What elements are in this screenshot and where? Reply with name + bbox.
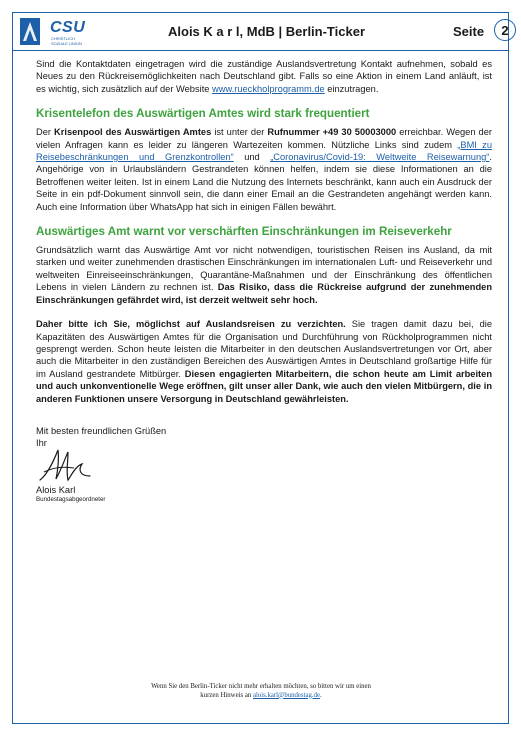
intro-text: Sind die Kontaktdaten eingetragen wird die zuständige Auslandsvertretung Kontakt aufnehmen, sobald es Neues zu den Rückreisemöglichkeiten nach Deutschland gibt. Falls so eine Aktion in einem Land anläuft, ist es wichtig, sich zusätzlich auf der Website	[36, 59, 492, 94]
bmi-link[interactable]: „BMI zu Reisebeschränkungen und Grenzkontrollen“	[36, 139, 492, 163]
krisentelefon-paragraph	[36, 126, 492, 213]
page-label: Seite	[453, 24, 485, 39]
text: und	[233, 152, 271, 163]
closing-paragraph	[36, 318, 492, 405]
text: Sie tragen damit dazu bei, die Kapazitäten des Auswärtigen Amtes für die Organisation und Durchführung von Rückholprogrammen nicht gesprengt werden. Schon heute leisten die Mitarbeiter in den deutschen Auslandsvertretungen vor Ort, aber auch die Mitarbeiter in den zuständigen Bereichen des Auswärtigen Amtes in Deutschland großartige Hilfe für im Ausland gestrandete Mitbürger.	[36, 319, 492, 379]
footer-note	[130, 683, 392, 700]
rueckholprogramm-link[interactable]: www.rueckholprogramm.de	[212, 83, 325, 94]
page-number-badge: 2	[494, 19, 516, 41]
intro-paragraph	[36, 58, 492, 95]
logo-tagline: CHRISTLICH SOZIALE UNION	[51, 36, 82, 46]
text: Grundsätzlich warnt das Auswärtige Amt vor nicht notwendigen, touristischen Reisen ins Ausland, da mit starken und weiter zunehmenden drastischen Einschränkungen im internationalen Luft- und Reiseverkehr und weltweiten Einreiseeinschränkungen, Quarantäne-Maßnahmen und der Einschränkung des öffentlichen Lebens in vielen Ländern zu rechnen ist.	[36, 245, 492, 293]
csu-logo-mark-icon	[20, 18, 40, 45]
text: ist unter der	[211, 127, 268, 138]
text: kurzen Hinweis an	[200, 691, 253, 699]
footer-line-1: Wenn Sie den Berlin-Ticker nicht mehr erhalten möchten, so bitten wir um einen	[151, 683, 371, 690]
text: Der	[36, 127, 55, 138]
header-divider	[13, 50, 508, 51]
signer-name: Alois Karl	[36, 485, 76, 495]
page-header	[13, 13, 508, 51]
bold-text: Das Risiko, dass die Rückreise aufgrund der zunehmenden Einschränkungen gefährdet wird, ist derzeit weltweit sehr hoch.	[36, 282, 492, 305]
text: . Angehörige von in Urlaubsländern Gestrandeten können helfen, indem sie diese Informationen an die Betroffenen weiter leiten. Ist in einem Land die Nutzung des Internets beschränkt, kann auch ein Ausdruck der Seite in ein pdf-Dokument sinnvoll sein, die dann einer Email an die Gestrandeten angehängt werden kann. Auch eine Information über WhatsApp hat sich in einigen Fällen bewährt.	[36, 152, 492, 212]
page-title: Alois K a r l, MdB | Berlin-Ticker	[168, 24, 365, 39]
bold-text: Krisenpool des Auswärtigen Amtes	[54, 127, 212, 138]
handwritten-signature-icon	[38, 446, 93, 484]
reisewarnung-link[interactable]: „Coronavirus/Covid-19: Weltweite Reisewarnung“	[270, 152, 490, 163]
text: .	[320, 691, 322, 699]
bold-text: Daher bitte ich Sie, möglichst auf Auslandsreisen zu verzichten.	[36, 319, 346, 330]
signer-role: Bundestagsabgeordneter	[36, 496, 106, 503]
csu-logo	[20, 17, 92, 47]
phone-number: Rufnummer +49 30 50003000	[267, 127, 397, 138]
logo-text: CSU	[50, 19, 86, 36]
intro-text-end: einzutragen.	[324, 83, 379, 94]
section-heading-krisentelefon: Krisentelefon des Auswärtigen Amtes wird stark frequentiert	[36, 107, 370, 121]
text: erreichbar. Wegen der vielen Anfragen kann es leider zu längeren Wartezeiten kommen. Nützliche Links sind zudem	[36, 127, 492, 150]
ihr-text: Ihr	[36, 438, 47, 448]
bold-text: Diesen engagierten Mitarbeitern, die schon heute am Limit arbeiten und auch unkonventionelle Wege eröffnen, gilt unser aller Dank, wie auch den vielen Mitbürgern, die in anderen Funktionen unsere Versorgung in Deutschland gewährleisten.	[36, 368, 492, 404]
reiseverkehr-paragraph	[36, 244, 492, 306]
email-link[interactable]: alois.karl@bundestag.de	[252, 691, 320, 699]
footer-line-2	[130, 692, 392, 701]
section-heading-reiseverkehr: Auswärtiges Amt warnt vor verschärften Einschränkungen im Reiseverkehr	[36, 225, 452, 239]
main-content	[36, 58, 492, 405]
greeting: Mit besten freundlichen Grüßen	[36, 426, 167, 436]
